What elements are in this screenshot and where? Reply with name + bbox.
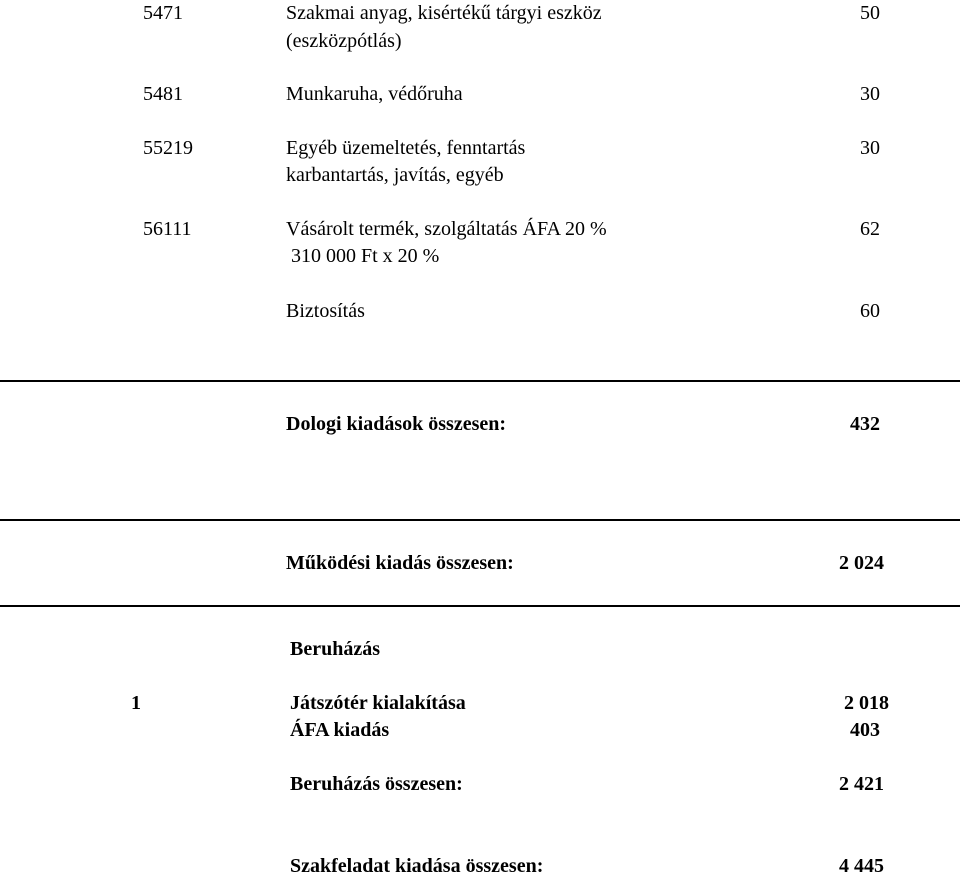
divider [0,605,960,607]
item-amount: 30 [860,83,880,105]
beruhazas-item-value: 2 018 [844,692,889,714]
divider [0,519,960,521]
beruhazas-item-label: Játszótér kialakítása [290,692,466,714]
dologi-total-value: 432 [850,413,880,435]
item-amount: 60 [860,300,880,322]
item-code: 56111 [143,218,192,240]
item-code: 55219 [143,137,193,159]
item-amount: 62 [860,218,880,240]
item-amount: 30 [860,137,880,159]
divider [0,380,960,382]
beruhazas-total-value: 2 421 [839,773,884,795]
mukodesi-total-label: Működési kiadás összesen: [286,552,514,574]
item-description: Biztosítás [286,300,365,322]
item-code: 5471 [143,2,183,24]
item-description: Munkaruha, védőruha [286,83,463,105]
item-amount: 50 [860,2,880,24]
beruhazas-row-number: 1 [131,692,141,714]
grand-total-value: 4 445 [839,855,884,877]
mukodesi-total-value: 2 024 [839,552,884,574]
beruhazas-total-label: Beruházás összesen: [290,773,463,795]
item-description-continued: karbantartás, javítás, egyéb [286,164,504,186]
item-description: Egyéb üzemeltetés, fenntartás [286,137,526,159]
afa-value: 403 [850,719,880,741]
grand-total-label: Szakfeladat kiadása összesen: [290,855,544,877]
item-description-continued: (eszközpótlás) [286,30,402,52]
item-description: Vásárolt termék, szolgáltatás ÁFA 20 % [286,218,607,240]
beruhazas-heading: Beruházás [290,638,380,660]
item-code: 5481 [143,83,183,105]
dologi-total-label: Dologi kiadások összesen: [286,413,507,435]
item-description-continued: 310 000 Ft x 20 % [286,245,440,267]
afa-label: ÁFA kiadás [290,719,390,741]
item-description: Szakmai anyag, kisértékű tárgyi eszköz [286,2,602,24]
